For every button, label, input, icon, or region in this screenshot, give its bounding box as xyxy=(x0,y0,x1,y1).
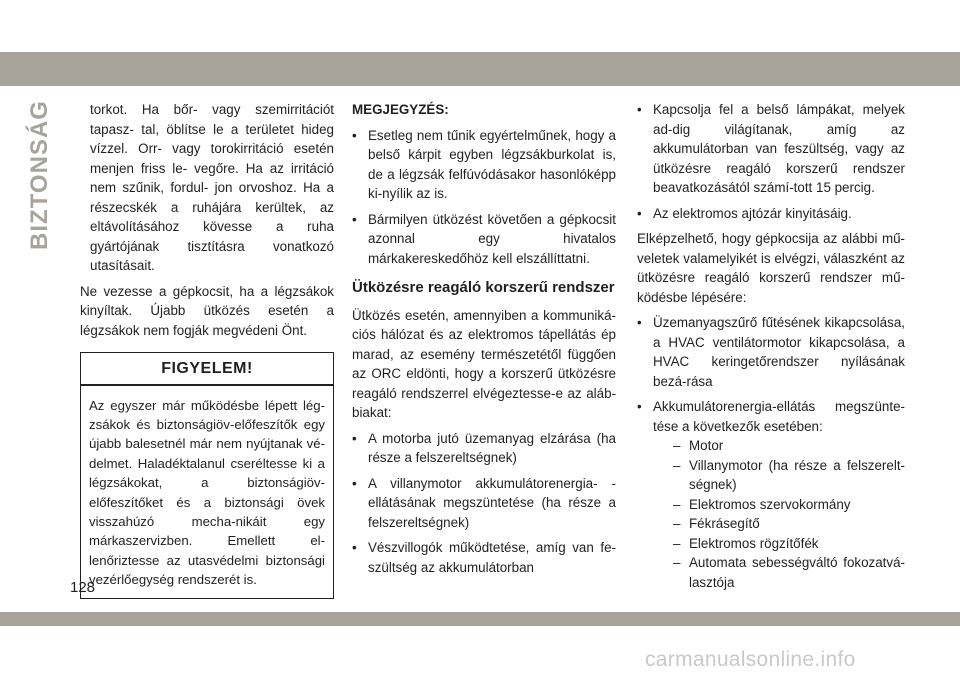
body-paragraph: Ne vezesse a gépkocsit, ha a légzsákok kinyíltak. Újabb ütközés esetén a légzsákok nem fogják megvédeni Önt. xyxy=(80,283,334,338)
action-list xyxy=(352,429,616,578)
list-item: • Esetleg nem tűnik egyértelműnek, hogy a belső kárpit egyben légzsákburkolat is, de a légzsák felfúvódásakor hasonlóképp ki-nyílik az is. xyxy=(352,126,616,204)
header-bar xyxy=(0,52,960,86)
continued-text xyxy=(80,100,334,276)
sub-list-item: – Automata sebességváltó fokozatvá-lasztója xyxy=(673,553,905,592)
operations-list xyxy=(637,313,905,592)
sub-list-item: – Elektromos rögzítőfék xyxy=(673,534,905,554)
top-margin xyxy=(0,0,960,40)
warning-text: Az egyszer már működésbe lépett lég-zsákok és biztonságiöv-előfeszítők egy újabb balesetnél már nem nyújtanak vé-delmet. Haladéktalanul cseréltesse ki a légzsákokat, a biztonságiöv-előfeszítőket és a biztonsági övek visszahúzó mecha-nikáit egy márkaszervizben. Emellett el-lenőriztesse az utasvédelmi biztonsági vezérlőegység rendszerét is. xyxy=(89,397,325,588)
list-item: • Bármilyen ütközést követően a gépkocsit azonnal egy hivatalos márkakereskedőhöz kell elszállíttatni. xyxy=(352,210,616,269)
text-line: jon orvoshoz. Ha a részecskék a ruhájára xyxy=(90,180,335,215)
column-left xyxy=(80,100,334,599)
text-line: kerültek, az eltávolításához kövesse a ruha xyxy=(90,199,334,234)
page-number: 128 xyxy=(70,579,96,596)
text-line: tal, öblítse le a területet hideg vízzel. Orr- xyxy=(90,121,334,156)
list-item: • Vészvillogók működtetése, amíg van fe-szültség az akkumulátorban xyxy=(352,538,616,577)
text-line: vagy torokirritáció esetén menjen friss le- xyxy=(90,141,334,176)
sub-list-item: – Fékrásegítő xyxy=(673,514,905,534)
body-paragraph: Elképzelhető, hogy gépkocsija az alábbi mű-veletek valamelyikét is elvégzi, válaszként az ütközésre reagáló korszerű rendszer mű-ködésbe lépésére: xyxy=(637,231,905,305)
continued-paragraph xyxy=(90,100,334,276)
list-item-text: Akkumulátorenergia-ellátás megszünte-tése a következők esetében: xyxy=(653,399,905,434)
body-paragraph: Ütközés esetén, amennyiben a kommuniká-ciós hálózat és az elektromos tápellátás ép marad, az esemény természetétől függően az ORC eldönti, hogy a korszerű ütközésre reagáló rendszerrel elvégeztesse-e az aláb-biakat: xyxy=(352,307,616,420)
column-middle xyxy=(352,100,616,583)
section-heading: Ütközésre reagáló korszerű rendszer xyxy=(352,279,615,296)
list-item: • A villanymotor akkumulátorenergia- -ellátásának megszüntetése (ha része a felszereltségnek) xyxy=(352,474,616,533)
sub-list-item: – Elektromos szervokormány xyxy=(673,495,905,515)
text-line: vegőre. Ha az irritáció nem szűnik, fordul- xyxy=(90,160,334,195)
list-item: • Üzemanyagszűrő fűtésének kikapcsolása, a HVAC ventilátormotor kikapcsolása, a HVAC keringetőrendszer nyílásának bezá-rása xyxy=(637,313,905,391)
text-line: utasításait. xyxy=(90,258,155,273)
text-line: torkot. Ha bőr- vagy szemirritációt tapasz- xyxy=(90,102,334,137)
action-list-continued xyxy=(637,100,905,223)
section-tab-label: BIZTONSÁG xyxy=(26,100,53,250)
note-list xyxy=(352,126,616,269)
warning-title: FIGYELEM! xyxy=(81,353,333,386)
note-title: MEGJEGYZÉS: xyxy=(352,102,449,117)
warning-box xyxy=(80,352,334,599)
list-item: • Kapcsolja fel a belső lámpákat, melyek ad-dig világítanak, amíg az akkumulátorban van feszültség, vagy az ütközésre reagáló korszerű rendszer beavatkozásától számí-tott 15 percig. xyxy=(637,100,905,198)
list-item xyxy=(637,397,905,592)
column-right xyxy=(637,100,905,598)
sub-list-item: – Motor xyxy=(673,436,905,456)
text-line: gyártójának tisztításra vonatkozó xyxy=(90,238,334,254)
list-item: • Az elektromos ajtózár kinyitásáig. xyxy=(637,204,905,224)
section-tab xyxy=(20,100,60,250)
footer-bar xyxy=(0,612,960,626)
watermark: carmanualsonline.info xyxy=(645,648,856,671)
list-item: • A motorba jutó üzemanyag elzárása (ha része a felszereltségnek) xyxy=(352,429,616,468)
sub-list xyxy=(673,436,905,592)
sub-list-item: – Villanymotor (ha része a felszerelt-ségnek) xyxy=(673,456,905,495)
